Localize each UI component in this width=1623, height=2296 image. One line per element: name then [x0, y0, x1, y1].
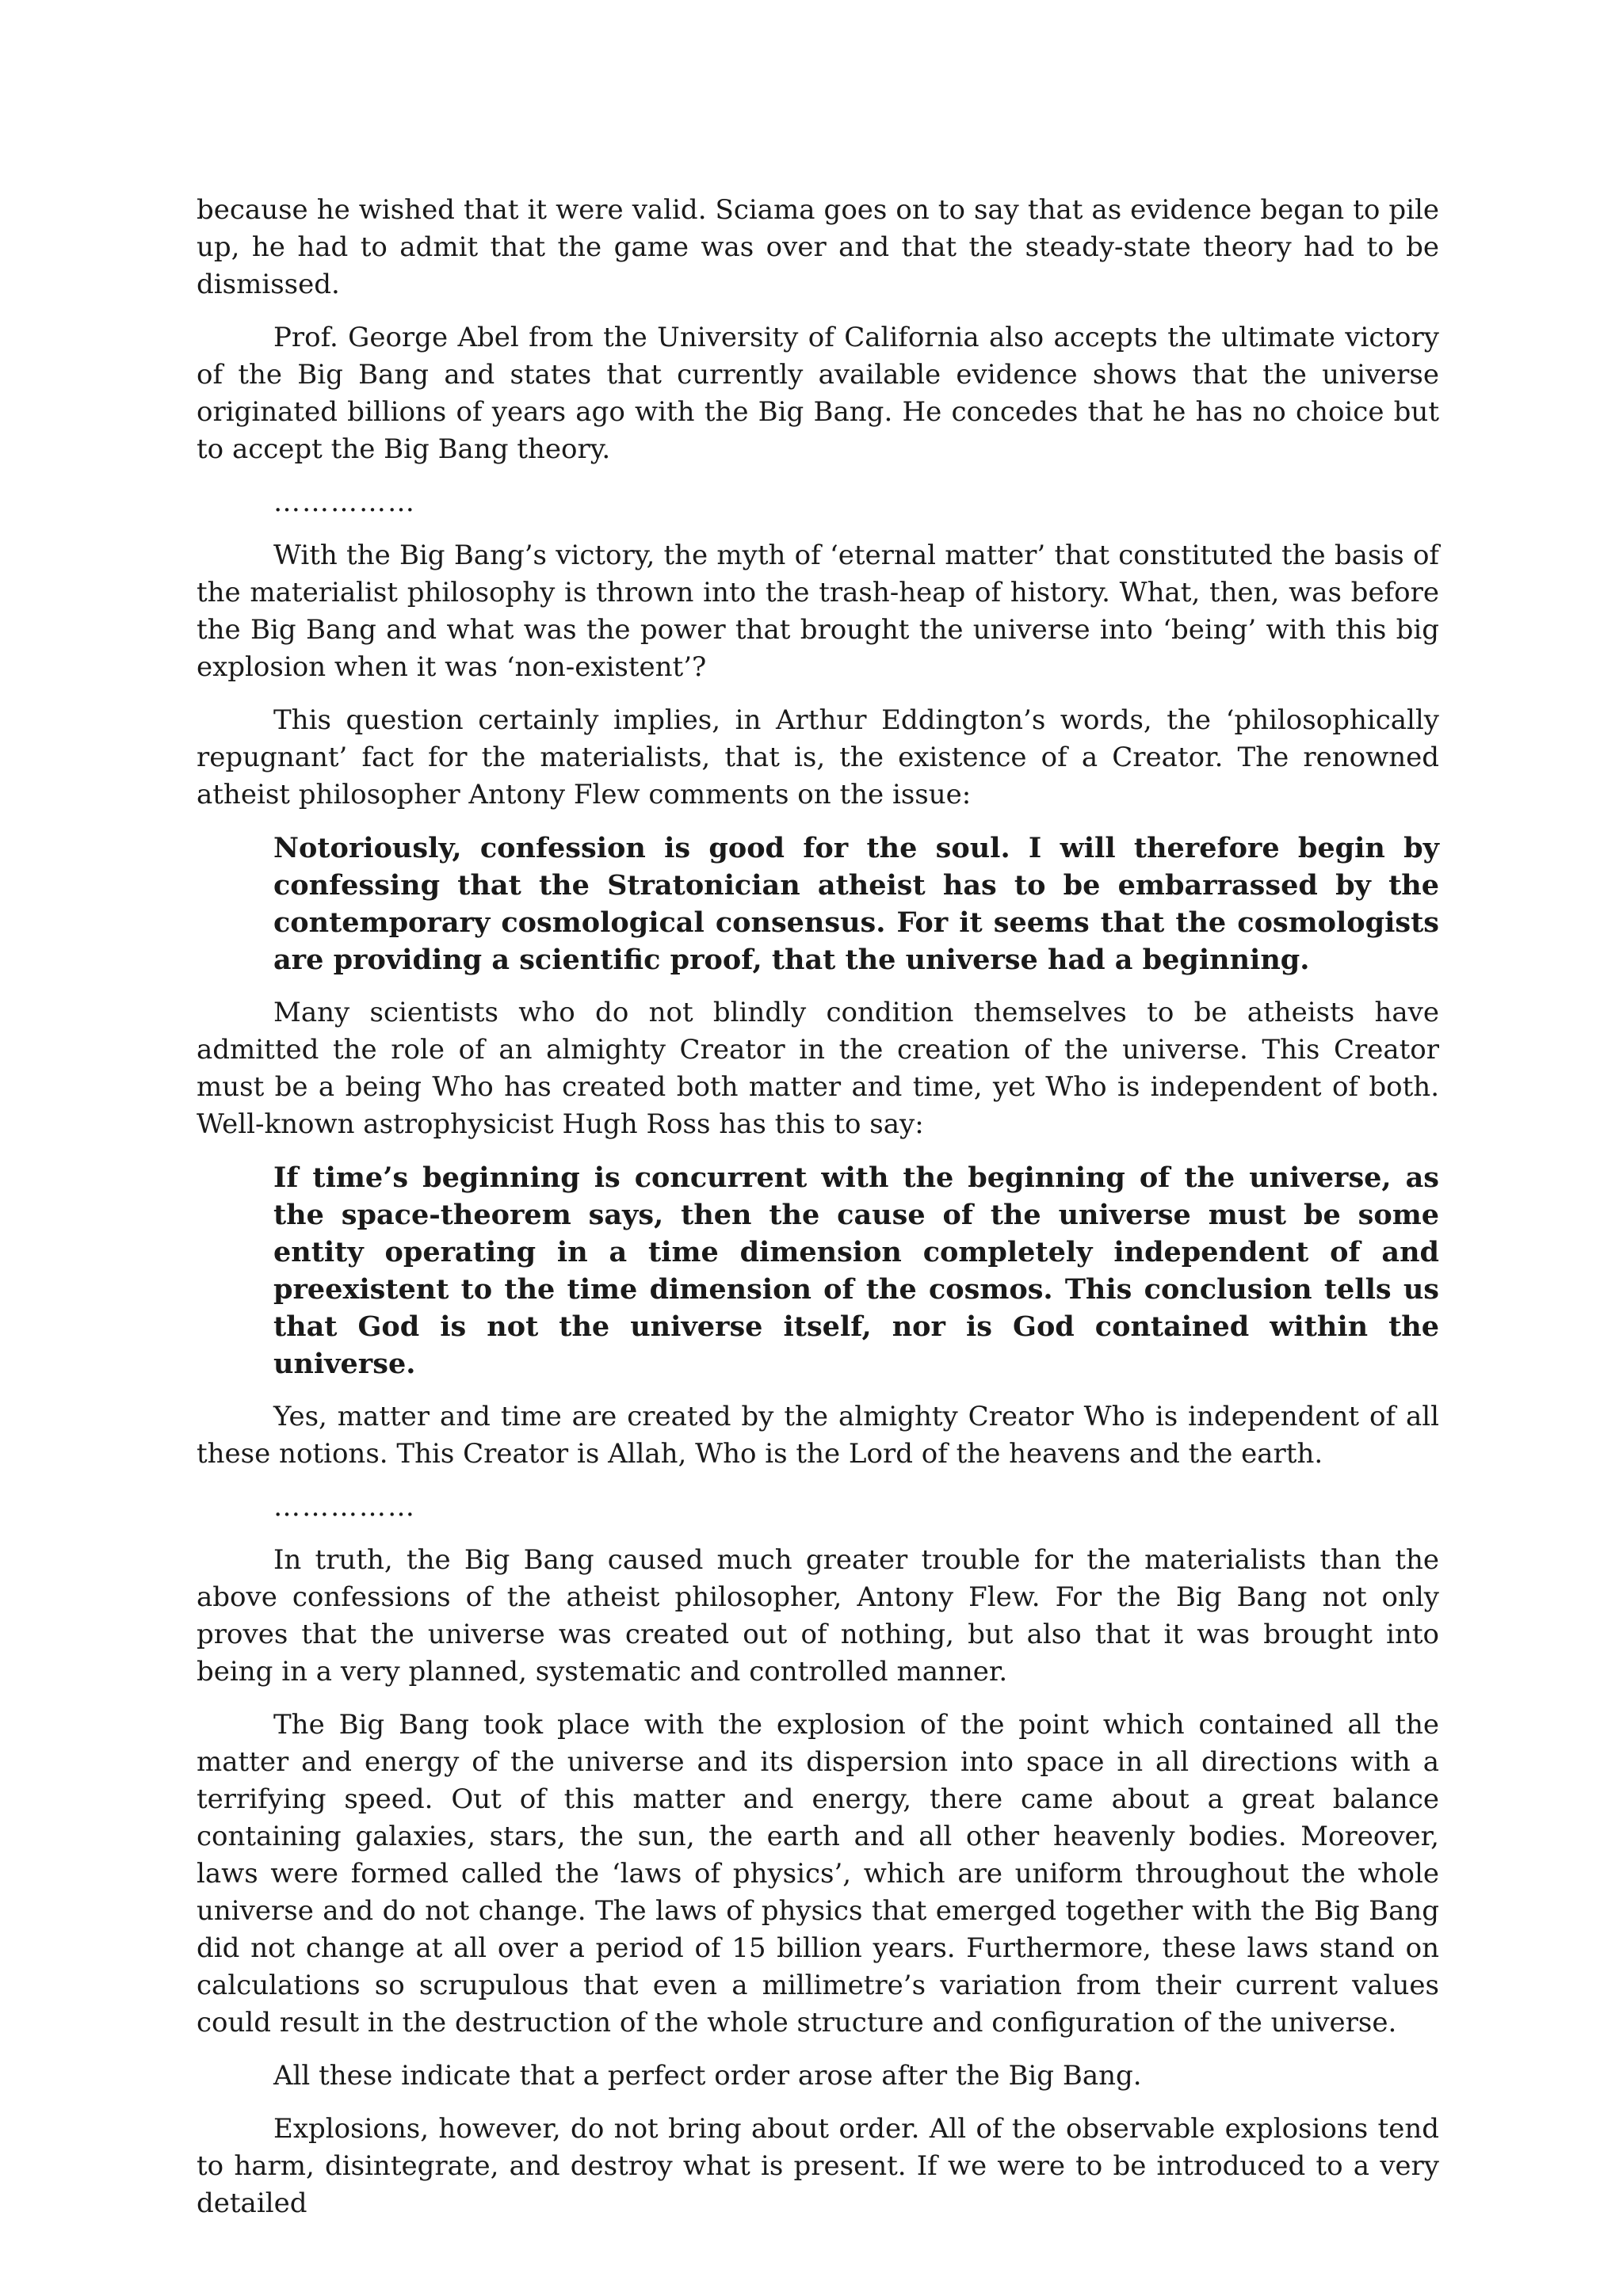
paragraph-eddington: This question certainly implies, in Arthur Eddington’s words, the ‘philosophically repugnant’ fact for the materialists, that is, the existence of a Creator. The renowned atheist philosopher Antony Flew comments on the issue:: [197, 704, 1439, 810]
paragraph-perfect-order: All these indicate that a perfect order arose after the Big Bang.: [273, 2060, 1142, 2092]
paragraph-explosions-order: Explosions, however, do not bring about order. All of the observable explosions tend to harm, disintegrate, and destroy what is present. If we were to be introduced to a very detailed: [197, 2113, 1439, 2219]
paragraph-trouble: In truth, the Big Bang caused much greater trouble for the materialists than the above confessions of the atheist philosopher, Antony Flew. For the Big Bang not only proves that the universe was created out of nothing, but also that it was brought into being in a very planned, systematic and controlled manner.: [197, 1544, 1439, 1688]
paragraph-eternal-matter: With the Big Bang’s victory, the myth of ‘eternal matter’ that constituted the basis of the materialist philosophy is thrown into the trash-heap of history. What, then, was before the Big Bang and what was the power that brought the universe into ‘being’ with this big explosion when it was ‘non-existent’?: [197, 540, 1439, 683]
document-page: [197, 192, 1439, 2222]
paragraph-sciama: because he wished that it were valid. Sciama goes on to say that as evidence began to pile up, he had to admit that the game was over and that the steady-state theory had to be dismissed.: [197, 194, 1439, 300]
blockquote-ross: If time’s beginning is concurrent with the beginning of the universe, as the space-theorem says, then the cause of the universe must be some entity operating in a time dimension completely independent of and preexistent to the time dimension of the cosmos. This conclusion tells us that God is not the universe itself, nor is God contained within the universe.: [273, 1161, 1439, 1380]
paragraph-abel: Prof. George Abel from the University of California also accepts the ultimate victory of the Big Bang and states that currently available evidence shows that the universe originated billions of years ago with the Big Bang. He concedes that he has no choice but to accept the Big Bang theory.: [197, 322, 1439, 465]
paragraph-scientists: Many scientists who do not blindly condition themselves to be atheists have admitted the role of an almighty Creator in the creation of the universe. This Creator must be a being Who has created both matter and time, yet Who is independent of both. Well-known astrophysicist Hugh Ross has this to say:: [197, 997, 1439, 1140]
section-separator: ……………: [273, 486, 416, 518]
paragraph-explosion: The Big Bang took place with the explosion of the point which contained all the matter and energy of the universe and its dispersion into space in all directions with a terrifying speed. Out of this matter and energy, there came about a great balance containing galaxies, stars, the sun, the earth and all other heavenly bodies. Moreover, laws were formed called the ‘laws of physics’, which are uniform throughout the whole universe and do not change. The laws of physics that emerged together with the Big Bang did not change at all over a period of 15 billion years. Furthermore, these laws stand on calculations so scrupulous that even a millimetre’s variation from their current values could result in the destruction of the whole structure and configuration of the universe.: [197, 1709, 1439, 2039]
section-separator: ……………: [273, 1491, 416, 1523]
blockquote-flew: Notoriously, confession is good for the soul. I will therefore begin by confessing that the Stratonician atheist has to be embarrassed by the contemporary cosmological consensus. For it seems that the cosmologists are providing a scientific proof, that the universe had a beginning.: [273, 832, 1439, 976]
paragraph-creator: Yes, matter and time are created by the almighty Creator Who is independent of all these notions. This Creator is Allah, Who is the Lord of the heavens and the earth.: [197, 1401, 1439, 1470]
